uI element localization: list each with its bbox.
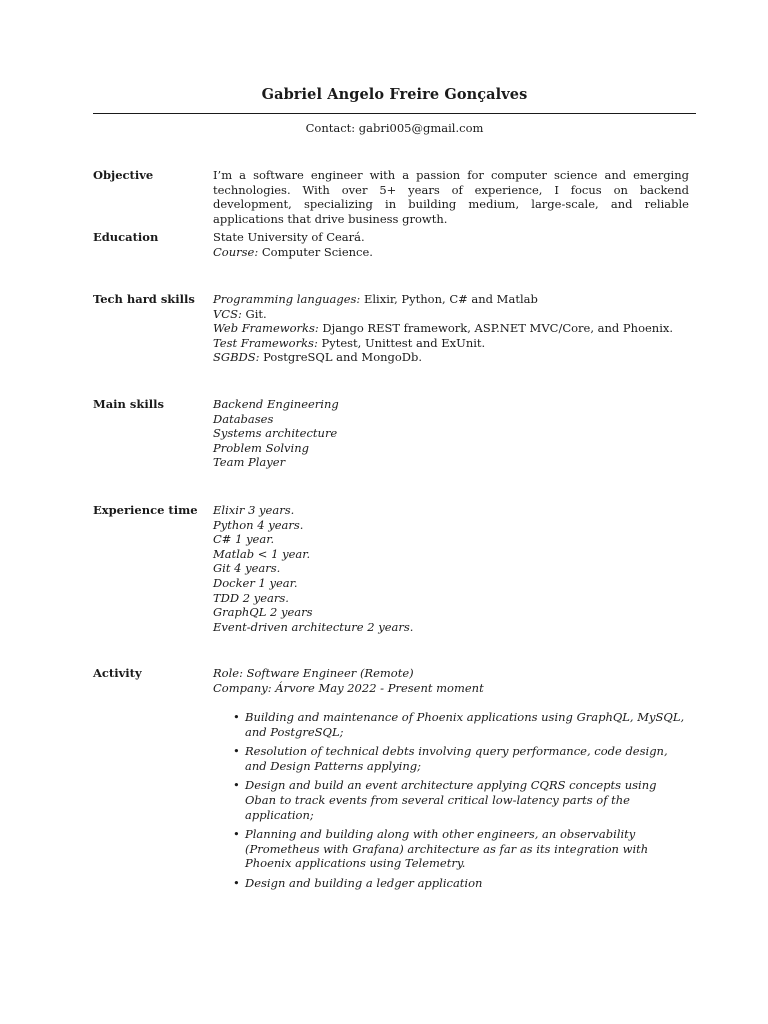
education-content xyxy=(213,230,689,259)
bullet-icon: • xyxy=(233,710,240,724)
university: State University of Ceará. xyxy=(213,230,365,244)
education-label: Education xyxy=(93,230,159,244)
experience-item: TDD 2 years. xyxy=(213,590,289,605)
experience-item: Matlab < 1 year. xyxy=(213,546,311,561)
activity-content xyxy=(213,666,689,890)
activity-bullet-text: Planning and building along with other engineers, an observability (Prometheus with Grafana) architecture as far as its integration with Phoenix applications using Telemetry. xyxy=(245,827,649,871)
course-key: Course: xyxy=(213,244,259,259)
activity-company: Company: Árvore May 2022 - Present moment xyxy=(213,680,484,695)
bullet-icon: • xyxy=(233,744,240,759)
activity-bullet-text: Resolution of technical debts involving query performance, code design, and Design Patterns applying; xyxy=(245,744,668,773)
course-value: Computer Science. xyxy=(258,244,373,259)
main-skills-label: Main skills xyxy=(93,397,164,411)
activity-bullet xyxy=(233,710,689,739)
experience-time-label: Experience time xyxy=(93,503,198,517)
experience-item: Elixir 3 years. xyxy=(213,503,295,517)
tech-skill-value: Git. xyxy=(241,306,267,321)
bullet-icon: • xyxy=(233,875,240,890)
main-skills-list xyxy=(213,397,689,470)
experience-item: Docker 1 year. xyxy=(213,575,298,590)
objective-label: Objective xyxy=(93,168,154,182)
tech-skill-key: Web Frameworks: xyxy=(213,321,319,336)
tech-skill-key: Programming languages: xyxy=(213,292,361,306)
activity-label: Activity xyxy=(93,666,142,680)
main-skill-item: Team Player xyxy=(213,455,286,470)
main-skill-item: Problem Solving xyxy=(213,440,309,455)
experience-item: GraphQL 2 years xyxy=(213,605,313,620)
main-skill-item: Databases xyxy=(213,411,274,426)
experience-time-list xyxy=(213,503,689,634)
header-divider xyxy=(93,113,696,114)
tech-skill-key: VCS: xyxy=(213,306,242,321)
activity-bullet-text: Building and maintenance of Phoenix applications using GraphQL, MySQL, and PostgreSQL; xyxy=(245,710,685,739)
course xyxy=(213,245,689,260)
tech-skill-value: Pytest, Unittest and ExUnit. xyxy=(317,335,486,350)
activity-bullet-text: Design and build an event architecture applying CQRS concepts using Oban to track events from several critical low-latency parts of the application; xyxy=(245,778,657,822)
activity-bullet xyxy=(233,827,689,871)
main-skill-item: Backend Engineering xyxy=(213,397,339,411)
tech-skill-key: Test Frameworks: xyxy=(213,335,318,350)
experience-item: C# 1 year. xyxy=(213,532,275,547)
tech-skill-value: Elixir, Python, C# and Matlab xyxy=(360,292,538,306)
bullet-icon: • xyxy=(233,827,240,842)
tech-skill-value: Django REST framework, ASP.NET MVC/Core, and Phoenix. xyxy=(318,321,674,336)
activity-bullet-list xyxy=(233,710,689,896)
tech-skill-item xyxy=(213,307,689,322)
tech-skill-item xyxy=(213,350,689,365)
tech-skill-key: SGBDS: xyxy=(213,350,260,365)
activity-bullet xyxy=(233,744,689,773)
candidate-name: Gabriel Angelo Freire Gonçalves xyxy=(261,86,528,103)
activity-bullet xyxy=(233,778,689,822)
activity-bullet-text: Design and building a ledger application xyxy=(245,875,483,890)
tech-skill-value: PostgreSQL and MongoDb. xyxy=(259,350,423,365)
bullet-icon: • xyxy=(233,778,240,793)
tech-skill-item xyxy=(213,292,689,307)
activity-role: Role: Software Engineer (Remote) xyxy=(213,666,414,680)
experience-item: Python 4 years. xyxy=(213,517,304,532)
experience-item: Event-driven architecture 2 years. xyxy=(213,619,414,634)
activity-bullet xyxy=(233,876,689,891)
tech-skill-item xyxy=(213,321,689,336)
tech-skills-list xyxy=(213,292,689,365)
contact-info: Contact: gabri005@gmail.com xyxy=(305,121,484,135)
main-skill-item: Systems architecture xyxy=(213,426,338,441)
objective-text: I’m a software engineer with a passion for computer science and emerging technologies. With over 5+ years of experience, I focus on backend development, specializing in building medium, large-scale, and reliable applications that drive business growth. xyxy=(213,168,689,226)
tech-skills-label: Tech hard skills xyxy=(93,292,195,306)
experience-item: Git 4 years. xyxy=(213,561,281,576)
tech-skill-item xyxy=(213,336,689,351)
